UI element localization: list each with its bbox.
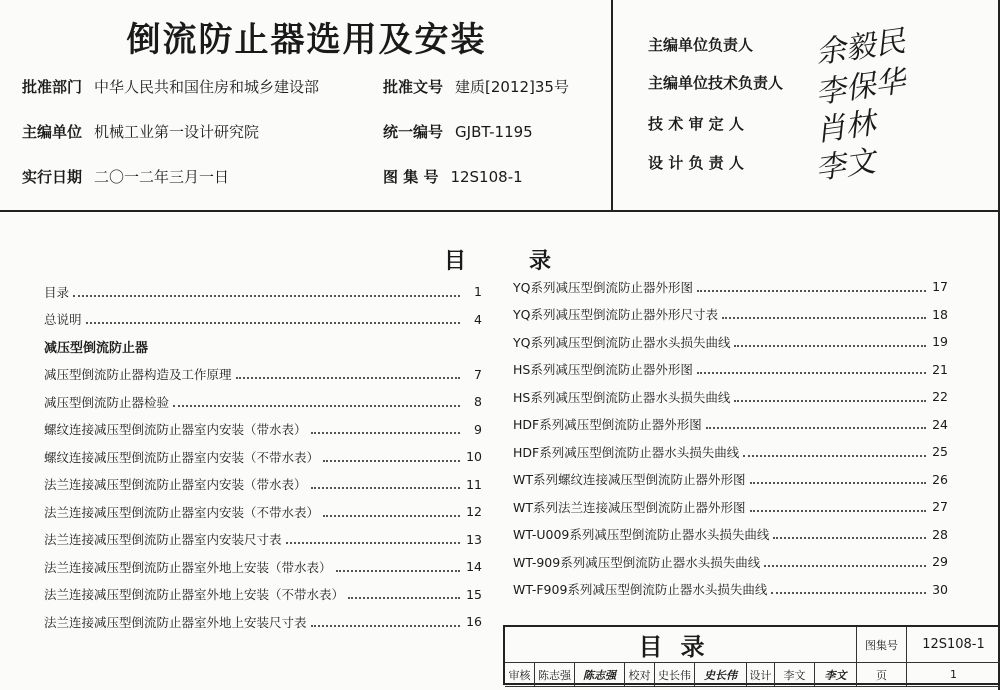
- toc-entry[interactable]: [513, 493, 948, 521]
- toc-entry-title: HDF系列减压型倒流防止器水头损失曲线: [513, 444, 740, 460]
- toc-entry[interactable]: [44, 581, 482, 609]
- toc-entry-page: 25: [932, 444, 948, 460]
- toc-right-column: [513, 273, 948, 603]
- toc-entry-page: 8: [474, 394, 482, 410]
- toc-entry[interactable]: [44, 416, 482, 444]
- field-key: 实行日期: [22, 168, 83, 186]
- toc-entry-page: 27: [932, 499, 948, 515]
- toc-entry-title: 螺纹连接减压型倒流防止器室内安装（不带水表）: [44, 449, 320, 465]
- toc-entry-page: 22: [932, 389, 948, 405]
- field-key: 主编单位: [22, 123, 83, 141]
- toc-entry-title: WT-909系列减压型倒流防止器水头损失曲线: [513, 554, 761, 570]
- toc-entry-page: 17: [932, 279, 948, 295]
- toc-entry[interactable]: [44, 608, 482, 636]
- toc-entry-title: HS系列减压型倒流防止器外形图: [513, 362, 693, 378]
- page-title: 倒流防止器选用及安装: [126, 20, 487, 60]
- toc-section-title: 减压型倒流防止器: [44, 341, 149, 357]
- field-value: 机械工业第一设计研究院: [94, 123, 260, 141]
- title-block-name: 目录: [505, 627, 857, 663]
- leader-dots: [286, 542, 460, 544]
- toc-entry[interactable]: [44, 361, 482, 389]
- toc-entry-title: HDF系列减压型倒流防止器外形图: [513, 417, 702, 433]
- toc-entry[interactable]: [44, 498, 482, 526]
- header-field-approval-dept: [22, 76, 319, 97]
- toc-entry-page: 11: [466, 476, 482, 492]
- toc-entry[interactable]: [513, 356, 948, 384]
- leader-dots: [743, 455, 926, 457]
- toc-entry[interactable]: [44, 526, 482, 554]
- title-block-cell: 陈志强: [535, 663, 575, 687]
- toc-entry[interactable]: [513, 521, 948, 549]
- signature-image: 余毅民: [813, 23, 908, 72]
- toc-left-column: [44, 278, 482, 636]
- field-value: 12S108-1: [450, 168, 523, 186]
- toc-entry-page: 28: [932, 526, 948, 542]
- toc-entry[interactable]: [44, 553, 482, 581]
- field-key: 批准文号: [383, 78, 444, 96]
- toc-entry[interactable]: [44, 306, 482, 334]
- title-block-atlas-label: 图集号: [857, 627, 907, 663]
- leader-dots: [750, 510, 927, 512]
- toc-entry-page: 26: [932, 471, 948, 487]
- title-block-cell: 李文: [775, 663, 815, 687]
- toc-entry-page: 12: [466, 504, 482, 520]
- signature-image: 李文: [813, 143, 878, 187]
- toc-entry-page: 19: [932, 334, 948, 350]
- toc-entry[interactable]: [44, 443, 482, 471]
- leader-dots: [734, 345, 926, 347]
- toc-entry-page: 14: [466, 559, 482, 575]
- field-value: GJBT-1195: [455, 123, 533, 141]
- toc-entry[interactable]: [513, 273, 948, 301]
- leader-dots: [311, 625, 460, 627]
- toc-entry-title: YQ系列减压型倒流防止器外形图: [513, 279, 693, 295]
- leader-dots: [697, 290, 926, 292]
- toc-entry-title: 减压型倒流防止器检验: [44, 394, 170, 410]
- toc-entry-page: 24: [932, 416, 948, 432]
- toc-entry-title: 法兰连接减压型倒流防止器室外地上安装（不带水表）: [44, 587, 345, 603]
- toc-entry-title: 减压型倒流防止器构造及工作原理: [44, 367, 232, 383]
- title-block-cell: 设计: [747, 663, 775, 687]
- toc-entry[interactable]: [44, 471, 482, 499]
- field-key: 统一编号: [383, 123, 444, 141]
- title-block-cell: 页: [857, 663, 907, 687]
- toc-entry-page: 21: [932, 361, 948, 377]
- toc-section-heading: [44, 333, 482, 361]
- toc-entry-page: 4: [474, 311, 482, 327]
- leader-dots: [336, 570, 460, 572]
- toc-entry-title: 螺纹连接减压型倒流防止器室内安装（带水表）: [44, 422, 307, 438]
- title-block-cell: 史长伟: [655, 663, 695, 687]
- leader-dots: [173, 405, 460, 407]
- toc-entry-page: 7: [474, 366, 482, 382]
- header-field-approval-no: [383, 76, 569, 97]
- leader-dots: [73, 295, 460, 297]
- field-value: 中华人民共和国住房和城乡建设部: [94, 78, 320, 96]
- toc-entry-page: 13: [466, 531, 482, 547]
- toc-entry-title: 法兰连接减压型倒流防止器室内安装（不带水表）: [44, 504, 320, 520]
- leader-dots: [750, 482, 927, 484]
- toc-entry-title: HS系列减压型倒流防止器水头损失曲线: [513, 389, 731, 405]
- leader-dots: [311, 487, 460, 489]
- toc-title-right: 录: [529, 249, 552, 274]
- leader-dots: [722, 317, 926, 319]
- signature-image: 李保华: [813, 63, 908, 112]
- leader-dots: [771, 592, 926, 594]
- toc-entry[interactable]: [513, 411, 948, 439]
- toc-entry[interactable]: [513, 328, 948, 356]
- title-block-signature: 陈志强: [575, 663, 625, 687]
- toc-entry-title: WT系列螺纹连接减压型倒流防止器外形图: [513, 472, 746, 488]
- toc-entry[interactable]: [513, 576, 948, 604]
- responsible-role: 技 术 审 定 人: [648, 115, 744, 133]
- title-block: [503, 625, 998, 685]
- leader-dots: [697, 372, 926, 374]
- header-field-chief-unit: [22, 121, 259, 142]
- title-block-signature: 李文: [815, 663, 857, 687]
- field-key: 批准部门: [22, 78, 83, 96]
- leader-dots: [86, 322, 460, 324]
- toc-entry-page: 29: [932, 554, 948, 570]
- responsible-role: 设 计 负 责 人: [648, 154, 744, 172]
- toc-entry-title: 法兰连接减压型倒流防止器室外地上安装（带水表）: [44, 559, 332, 575]
- toc-entry-title: WT系列法兰连接减压型倒流防止器外形图: [513, 499, 746, 515]
- toc-entry[interactable]: [44, 388, 482, 416]
- toc-entry-title: YQ系列减压型倒流防止器水头损失曲线: [513, 334, 731, 350]
- title-block-atlas-no: 12S108-1: [907, 627, 1000, 663]
- toc-entry-title: YQ系列减压型倒流防止器外形尺寸表: [513, 307, 718, 323]
- toc-entry-title: WT-F909系列减压型倒流防止器水头损失曲线: [513, 582, 768, 598]
- toc-title-left: 目: [444, 249, 467, 274]
- leader-dots: [236, 377, 460, 379]
- leader-dots: [323, 460, 460, 462]
- title-block-page: 1: [907, 663, 1000, 687]
- toc-entry-page: 10: [466, 449, 482, 465]
- toc-entry-title: 法兰连接减压型倒流防止器室外地上安装尺寸表: [44, 614, 307, 630]
- toc-entry-page: 30: [932, 581, 948, 597]
- toc-entry-page: 1: [474, 284, 482, 300]
- toc-entry-title: 法兰连接减压型倒流防止器室内安装（带水表）: [44, 477, 307, 493]
- title-block-signature: 史长伟: [695, 663, 747, 687]
- signature-image: 肖林: [813, 105, 878, 149]
- leader-dots: [764, 565, 926, 567]
- toc-entry-page: 15: [466, 586, 482, 602]
- toc-entry[interactable]: [44, 278, 482, 306]
- toc-entry[interactable]: [513, 383, 948, 411]
- field-value: 二〇一二年三月一日: [94, 168, 230, 186]
- field-key: 图 集 号: [383, 168, 439, 186]
- toc-entry[interactable]: [513, 438, 948, 466]
- header-field-effective-date: [22, 166, 229, 187]
- toc-entry[interactable]: [513, 301, 948, 329]
- field-value: 建质[2012]35号: [455, 78, 569, 96]
- leader-dots: [348, 597, 460, 599]
- toc-entry[interactable]: [513, 466, 948, 494]
- header-field-unified-no: [383, 121, 533, 142]
- toc-entry-title: WT-U009系列减压型倒流防止器水头损失曲线: [513, 527, 770, 543]
- toc-entry-title: 总说明: [44, 312, 82, 328]
- header-field-atlas-no: [383, 166, 523, 187]
- responsible-role: 主编单位技术负责人: [648, 74, 784, 92]
- leader-dots: [773, 537, 926, 539]
- leader-dots: [706, 427, 926, 429]
- title-block-cell: 审核: [505, 663, 535, 687]
- leader-dots: [734, 400, 926, 402]
- leader-dots: [323, 515, 460, 517]
- toc-entry-page: 16: [466, 614, 482, 630]
- toc-entry-title: 法兰连接减压型倒流防止器室内安装尺寸表: [44, 532, 282, 548]
- toc-entry-page: 9: [474, 421, 482, 437]
- responsible-role: 主编单位负责人: [648, 36, 754, 54]
- title-block-cell: 校对: [625, 663, 655, 687]
- toc-entry[interactable]: [513, 548, 948, 576]
- leader-dots: [311, 432, 460, 434]
- toc-entry-page: 18: [932, 306, 948, 322]
- toc-entry-title: 目录: [44, 284, 70, 300]
